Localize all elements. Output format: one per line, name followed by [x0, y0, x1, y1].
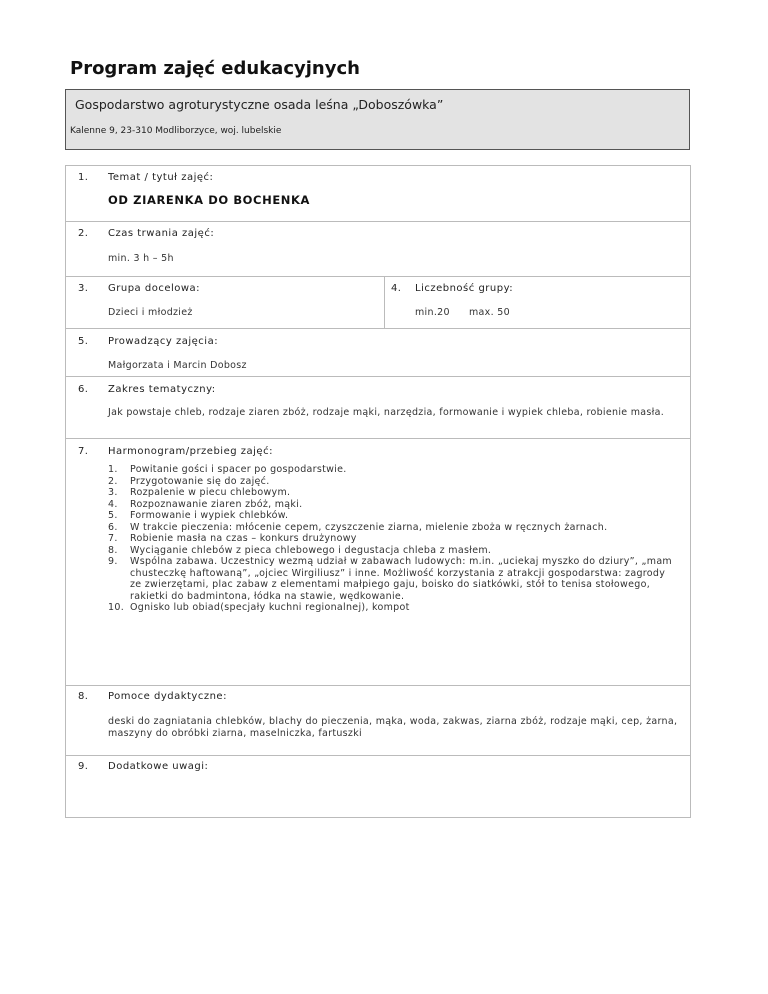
section-number: 2.: [78, 228, 89, 239]
list-item: 3. Rozpalenie w piecu chlebowym.: [108, 487, 291, 498]
program-form: [65, 165, 691, 818]
scope-value: Jak powstaje chleb, rodzaje ziaren zbóż, rodzaje mąki, narzędzia, formowanie i wypiek chleba, robienie masła.: [108, 407, 665, 418]
section-number: 8.: [78, 691, 89, 702]
farm-name: Gospodarstwo agroturystyczne osada leśna „Doboszówka”: [75, 97, 444, 112]
page-title: Program zajęć edukacyjnych: [70, 58, 360, 79]
section-label: Prowadzący zajęcia:: [108, 336, 219, 347]
section-number: 1.: [78, 172, 89, 183]
section-topic: [66, 166, 690, 222]
group-size-max: max. 50: [469, 307, 510, 318]
section-duration: [66, 222, 690, 277]
group-size-min: min.20: [415, 307, 450, 318]
section-label: Grupa docelowa:: [108, 283, 201, 294]
column-divider: [384, 277, 385, 328]
section-number: 4.: [391, 283, 402, 294]
list-item: 7. Robienie masła na czas – konkurs drużynowy: [108, 533, 357, 544]
section-label: Liczebność grupy:: [415, 283, 514, 294]
section-label: Dodatkowe uwagi:: [108, 761, 209, 772]
list-item: 6. W trakcie pieczenia: młócenie cepem, czyszczenie ziarna, mielenie zboża w ręcznych żarnach.: [108, 521, 608, 533]
section-label: Pomoce dydaktyczne:: [108, 691, 227, 702]
target-group-value: Dzieci i młodzież: [108, 307, 193, 318]
teaching-aids-value: deski do zagniatania chlebków, blachy do pieczenia, mąka, woda, zakwas, ziarna zbóż, rodzaje mąki, cep, żarna, maszyny do obróbki ziarna, maselniczka, fartuszki: [108, 716, 678, 739]
section-notes: [66, 756, 690, 817]
schedule-list: [108, 464, 678, 614]
section-teaching-aids: [66, 686, 690, 756]
list-item: 8. Wyciąganie chlebów z pieca chlebowego i degustacja chleba z masłem.: [108, 544, 492, 556]
section-number: 9.: [78, 761, 89, 772]
section-instructors: [66, 329, 690, 377]
list-item: 10. Ognisko lub obiad(specjały kuchni regionalnej), kompot: [108, 602, 410, 613]
list-item: 9. Wspólna zabawa. Uczestnicy wezmą udział w zabawach ludowych: m.in. „uciekaj myszko do dziury”, „mam chusteczkę haftowaną”, „ojciec Wirgiliusz” i inne. Możliwość korzystania z atrakcji gospodarstwa: zagrody ze zwierzętami, plac zabaw z elementami małpiego gaju, boisko do siatkówki, stół to tenisa stołowego, rakietki do badmintona, łódka na stawie, wędkowanie.: [108, 556, 672, 602]
section-group: [66, 277, 690, 329]
duration-value: min. 3 h – 5h: [108, 253, 174, 264]
farm-address: Kalenne 9, 23-310 Modliborzyce, woj. lubelskie: [70, 126, 282, 136]
header-box: [65, 89, 690, 150]
topic-title: OD ZIARENKA DO BOCHENKA: [108, 193, 311, 207]
section-label: Czas trwania zajęć:: [108, 228, 215, 239]
list-item: 5. Formowanie i wypiek chlebków.: [108, 510, 289, 521]
section-label: Zakres tematyczny:: [108, 384, 216, 395]
section-number: 5.: [78, 336, 89, 347]
instructors-value: Małgorzata i Marcin Dobosz: [108, 360, 247, 371]
section-number: 6.: [78, 384, 89, 395]
section-number: 3.: [78, 283, 89, 294]
section-scope: [66, 377, 690, 439]
list-item: 2. Przygotowanie się do zajęć.: [108, 475, 270, 487]
section-number: 7.: [78, 446, 89, 457]
list-item: 4. Rozpoznawanie ziaren zbóż, mąki.: [108, 498, 303, 510]
section-label: Harmonogram/przebieg zajęć:: [108, 446, 273, 457]
section-label: Temat / tytuł zajęć:: [108, 172, 214, 183]
list-item: 1. Powitanie gości i spacer po gospodarstwie.: [108, 464, 347, 475]
